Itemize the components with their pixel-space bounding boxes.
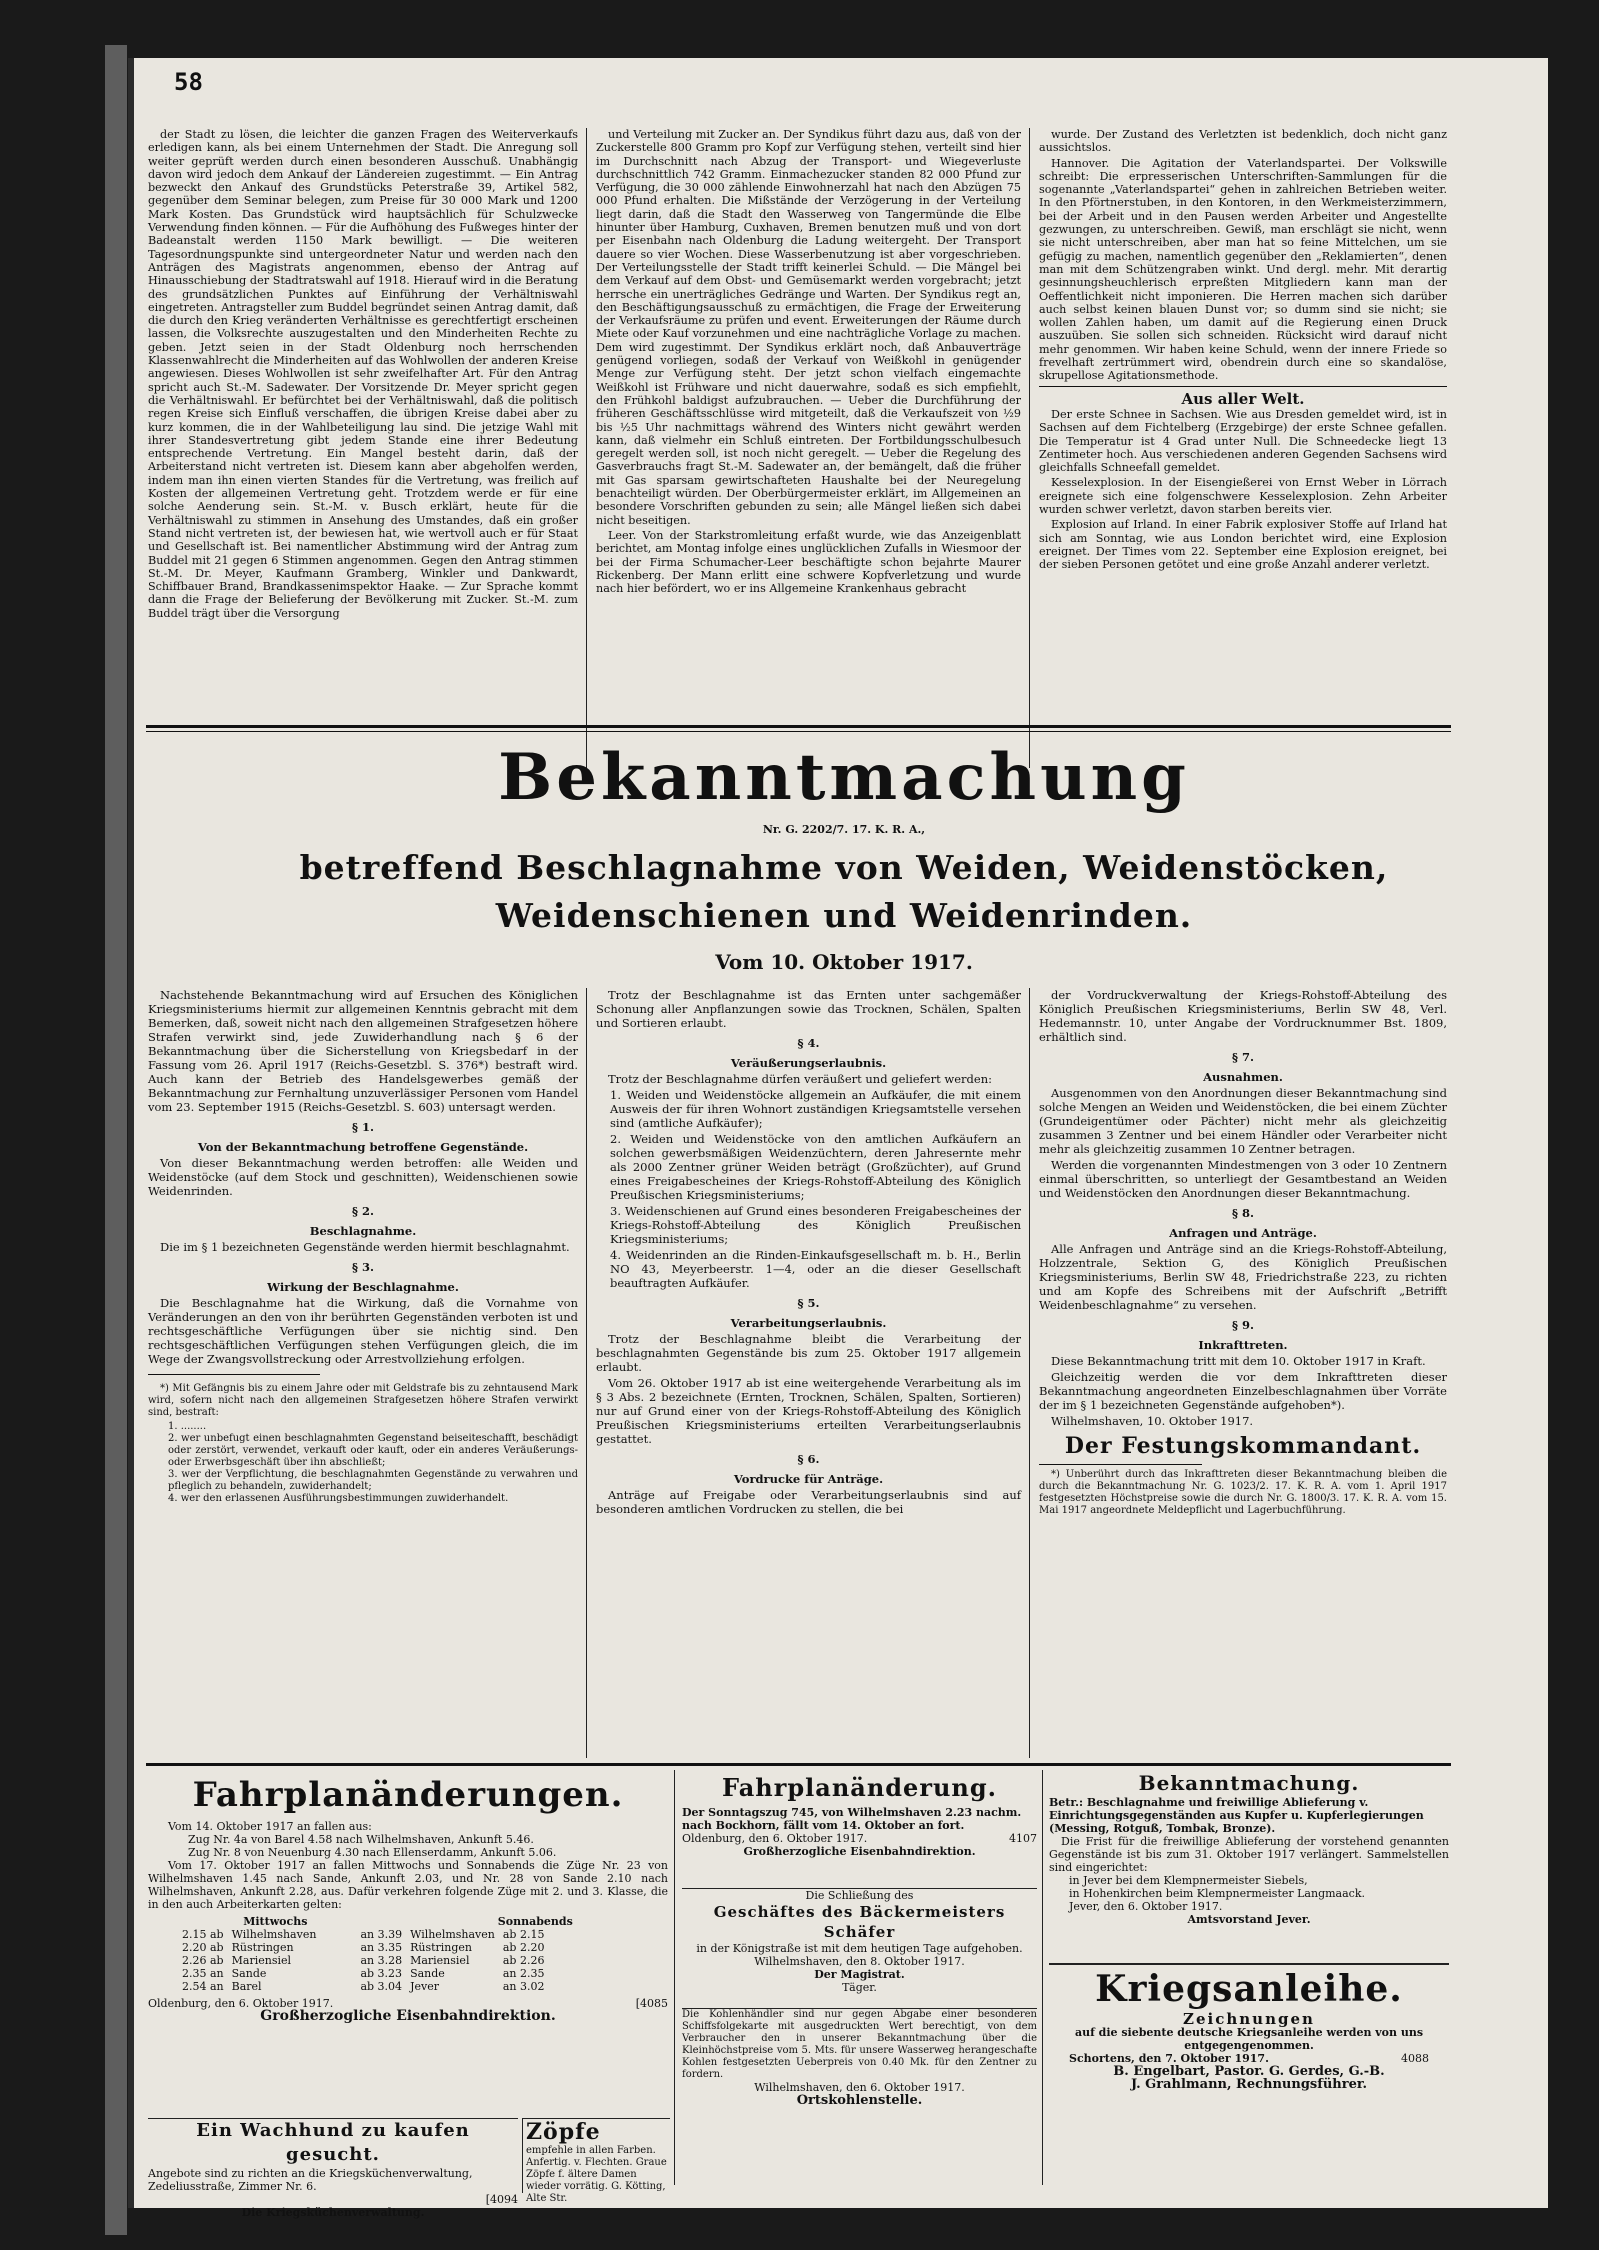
notice-text: Werden die vorgenannten Mindestmengen von 3 oder 10 Zentnern einmal überschritten, so unterliegt der Gesamtbestand an Weiden und Weidenstöcken den Anordnungen dieser Bekanntmachung. — [1039, 1158, 1447, 1200]
ad-signature: B. Engelbart, Pastor. G. Gerdes, G.-B. — [1113, 2064, 1385, 2079]
timetable-cell: Mariensiel — [410, 1954, 470, 1967]
timetable-row — [178, 1980, 549, 1993]
ad-signature: Großherzogliche Eisenbahndirektion. — [260, 2008, 556, 2024]
ad-signature: Ortskohlenstelle. — [796, 2093, 923, 2108]
signature: Der Festungskommandant. — [1064, 1433, 1422, 1459]
ad-bekanntmachung-kupfer — [1049, 1770, 1449, 1955]
section-number: § 7. — [1231, 1050, 1255, 1064]
ad-title: Fahrplanänderungen. — [192, 1775, 624, 1815]
notice-column-3 — [1039, 988, 1447, 1519]
ad-code: [4085 — [635, 1997, 668, 2010]
ad-signature: Der Magistrat. — [814, 1968, 905, 1981]
notice-column-2 — [596, 988, 1021, 1518]
divider — [146, 731, 1451, 732]
divider — [1039, 386, 1447, 387]
section-title: Vordrucke für Anträge. — [733, 1472, 884, 1486]
notice-number: Nr. G. 2202/7. 17. K. R. A., — [762, 823, 926, 836]
timetable-cell: Rüstringen — [410, 1941, 473, 1954]
timetable-cell: an 3.28 — [360, 1954, 403, 1967]
section-number: § 5. — [797, 1296, 820, 1310]
timetable-cell: Sande — [231, 1967, 267, 1980]
ad-text: Vom 14. Oktober 1917 an fallen aus: — [168, 1820, 372, 1833]
notice-text: Gleichzeitig werden die vor dem Inkrafttreten dieser Bekanntmachung angeordneten Einzelbeschlagnahmen über Vorräte der im § 1 bezeichneten Gegenstände aufgehoben*). — [1039, 1370, 1447, 1412]
section-number: § 4. — [797, 1036, 820, 1050]
ad-fahrplan-2 — [682, 1770, 1037, 1885]
footnote: *) Mit Gefängnis bis zu einem Jahre oder mit Geldstrafe bis zu zehntausend Mark wird, sofern nicht nach den allgemeinen Strafgesetzen höhere Strafen verwirkt sind, bestraft: — [148, 1383, 578, 1418]
notice-text: Trotz der Beschlagnahme ist das Ernten unter sachgemäßer Schonung aller Anpflanzungen sowie das Trocknen, Schälen, Spalten und Sortieren erlaubt. — [596, 988, 1021, 1030]
timetable-cell: ab 2.20 — [502, 1941, 545, 1954]
notice-text: Von dieser Bekanntmachung werden betroffen: alle Weiden und Weidenstöcke (auf dem Stock und geschnitten), Weidenschienen sowie Weidenrinden. — [148, 1156, 578, 1198]
ad-date: Wilhelmshaven, den 6. Oktober 1917. — [754, 2081, 965, 2094]
section-title: Ausnahmen. — [1203, 1070, 1283, 1084]
notice-text: Ausgenommen von den Anordnungen dieser Bekanntmachung sind solche Mengen an Weiden und Weidenstöcken, die bei einem Züchter (Grundeigentümer oder Pächter) nicht mehr als gleichzeitig zusammen 3 Zentner und bei einem Händler oder Verarbeiter nicht mehr als gleichzeitig zusammen 10 Zentner betragen. — [1039, 1086, 1447, 1156]
ad-schaefer — [682, 1888, 1037, 2003]
timetable-row — [178, 1967, 549, 1980]
ad-date: Jever, den 6. Oktober 1917. — [1069, 1900, 1223, 1913]
timetable-header: Sonnabends — [497, 1915, 573, 1928]
timetable-cell: Jever — [410, 1980, 439, 1993]
ad-title: Kriegsanleihe. — [1095, 1968, 1403, 2010]
article-text: Kesselexplosion. In der Eisengießerei von Ernst Weber in Lörrach ereignete sich eine folgenschwere Kesselexplosion. Zehn Arbeiter wurden schwer verletzt, davon starben bereits vier. — [1039, 476, 1447, 517]
section-title: Beschlagnahme. — [309, 1224, 417, 1238]
ad-text: Vom 17. Oktober 1917 an fallen Mittwochs und Sonnabends die Züge Nr. 23 von Wilhelmshaven 1.45 nach Sande, Ankunft 2.03, und Nr. 28 von Sande 2.10 nach Wilhelmshaven, Ankunft 2.28, aus. Dafür verkehren folgende Züge mit 2. und 3. Klasse, die in den auch Arbeiterkarten gelten: — [148, 1859, 668, 1911]
timetable-cell: ab 2.15 — [502, 1928, 545, 1941]
list-item: 2. Weiden und Weidenstöcke von den amtlichen Aufkäufern an solchen gewerbsmäßigen Weidenzüchtern, deren Jahresernte mehr als 2000 Zentner grüner Weiden beträgt (Großzüchter), auf Grund eines Freigabescheines der Kriegs-Rohstoff-Abteilung des Königlich Preußischen Kriegsministeriums; — [610, 1132, 1021, 1202]
news-column-1 — [148, 128, 578, 622]
footnote-item: 1. ........ — [168, 1421, 207, 1432]
column-divider — [586, 988, 587, 1758]
ad-zoepfe — [522, 2118, 670, 2204]
timetable-headers — [148, 1915, 668, 1928]
section-title: Inkrafttreten. — [1198, 1338, 1288, 1352]
timetable-cell: Wilhelmshaven — [231, 1928, 317, 1941]
place-date: Wilhelmshaven, 10. Oktober 1917. — [1051, 1414, 1254, 1428]
notice-text: Vom 26. Oktober 1917 ab ist eine weitergehende Verarbeitung als im § 3 Abs. 2 bezeichnete (Ernten, Trocknen, Schälen, Spalten, Sortieren) nur auf Grund einer von der Kriegs-Rohstoff-Abteilung des Königlich Preußischen Kriegsministeriums erteilten Verarbeitungserlaubnis gestattet. — [596, 1376, 1021, 1446]
ad-title: Bekanntmachung. — [1138, 1771, 1360, 1795]
notice-column-1 — [148, 988, 578, 1505]
article-text: der Stadt zu lösen, die leichter die ganzen Fragen des Weiterverkaufs erledigen kann, als bei einem Unternehmen der Stadt. Die Anregung soll weiter geprüft werden durch einen besonderen Ausschuß. Unabhängig davon wird jedoch dem Ankauf der Ländereien zugestimmt. — Ein Antrag bezweckt den Ankauf des Grundstücks Peterstraße 39, Artikel 582, gegenüber dem Seminar belegen, zum Preise für 30 000 Mark und 1200 Mark Kosten. Das Grundstück wird hauptsächlich für Schulzwecke Verwendung finden können. — Für die Aufhöhung des Fußweges hinter der Badeanstalt werden 1150 Mark bewilligt. — Die weiteren Tagesordnungspunkte sind untergeordneter Natur und werden nach den Anträgen des Magistrats angenommen, ebenso der Antrag auf Hinausschiebung der Stadtratswahl auf 1918. Hierauf wird in die Beratung des grundsätzlichen Punktes auf Einführung der Verhältniswahl eingetreten. Antragsteller zum Buddel begründet seinen Antrag damit, daß die durch den Krieg veränderten Verhältnisse es gerechtfertigt erscheinen lassen, die Volksrechte auszugestalten und den Minderheiten Rechte zu geben. Jetzt seien in der Stadt Oldenburg noch herrschenden Klassenwahlrecht die Minderheiten auf das Wohlwollen der anderen Kreise angewiesen. Dieses Wohlwollen ist sehr zweifelhafter Art. Für den Antrag spricht auch St.-M. Sadewater. Der Vorsitzende Dr. Meyer spricht gegen die Verhältniswahl. Er befürchtet bei der Verhältniswahl, daß die politisch regen Kreise sich Einfluß verschaffen, die übrigen Kreise dabei aber zu kurz kommen, die in der Wahlbeteiligung lau sind. Die jetzige Wahl mit ihrer Standesvertretung gibt jedem Stande eine ihrer Bedeutung entsprechende Vertretung. Ein Mangel besteht darin, daß der Arbeiterstand nicht vertreten ist. Diesem kann aber abgeholfen werden, indem man ihn einen vierten Standes für die Vertretung, was freilich auf Kosten der allgemeinen Vertretung geht. Trotzdem werde er für eine solche Aenderung sein. St.-M. v. Busch erklärt, heute für die Verhältniswahl zu stimmen in Ansehung des Umstandes, daß ein großer Stand nicht vertreten ist, der bewiesen hat, wie wertvoll auch er für Staat und Gesellschaft ist. Bei namentlicher Abstimmung wird der Antrag zum Buddel mit 21 gegen 6 Stimmen angenommen. Gegen den Antrag stimmen St.-M. Dr. Meyer, Kaufmann Gramberg, Winkler und Dankwardt, Schiffbauer Brand, Brandkassenimspektor Haake. — Zur Sprache kommt dann die Frage der Belieferung der Bevölkerung mit Zucker. St.-M. zum Buddel trägt über die Versorgung — [148, 128, 578, 620]
ad-text: in Jever bei dem Klempnermeister Siebels, — [1069, 1874, 1308, 1887]
timetable-cell: 2.35 an — [182, 1967, 224, 1980]
timetable-header: Mittwochs — [243, 1915, 308, 1928]
footnote-item: 2. wer unbefugt einen beschlagnahmten Gegenstand beiseiteschafft, beschädigt oder zerstört, verwendet, verkauft oder kauft, oder ein anderes Veräußerungs- oder Erwerbsgeschäft über ihn abschließt; — [168, 1433, 578, 1468]
ad-code: 4107 — [1009, 1832, 1037, 1845]
timetable-cell: an 3.35 — [360, 1941, 403, 1954]
article-text: Der erste Schnee in Sachsen. Wie aus Dresden gemeldet wird, ist in Sachsen auf dem Fichtelberg (Erzgebirge) der erste Schnee gefallen. Die Temperatur ist 4 Grad unter Null. Die Schneedecke liegt 13 Zentimeter hoch. Aus verschiedenen anderen Gegenden Sachsens wird gleichfalls Schneefall gemeldet. — [1039, 407, 1447, 475]
list-item: 3. Weidenschienen auf Grund eines besonderen Freigabescheines der Kriegs-Rohstoff-Abteilung des Königlich Preußischen Kriegsministeriums; — [610, 1204, 1021, 1246]
ad-text: in Hohenkirchen beim Klempnermeister Langmaack. — [1069, 1887, 1365, 1900]
column-divider — [674, 1770, 675, 2185]
notice-text: Nachstehende Bekanntmachung wird auf Ersuchen des Königlichen Kriegsministeriums hiermit zur allgemeinen Kenntnis gebracht mit dem Bemerken, daß, soweit nicht nach den allgemeinen Strafgesetzen höhere Strafen verwirkt sind, jede Zuwiderhandlung nach § 6 der Bekanntmachung über die Sicherstellung von Kriegsbedarf in der Fassung vom 26. April 1917 (Reichs-Gesetzbl. S. 376*) bestraft wird. Auch kann der Betrieb des Handelsgewerbes gemäß der Bekanntmachung zur Fernhaltung unzuverlässiger Personen vom Handel vom 23. September 1915 (Reichs-Gesetzbl. S. 603) untersagt werden. — [148, 988, 578, 1114]
news-column-2 — [596, 128, 1021, 597]
timetable-cell: 2.15 ab — [182, 1928, 224, 1941]
divider — [146, 1763, 1451, 1766]
timetable-cell: ab 2.26 — [502, 1954, 545, 1967]
timetable — [178, 1928, 549, 1993]
section-number: § 1. — [351, 1120, 375, 1134]
ad-signature: Großherzogliche Eisenbahndirektion. — [743, 1845, 976, 1858]
ad-text: Die Schließung des — [805, 1889, 914, 1902]
notice-date: Vom 10. Oktober 1917. — [715, 950, 973, 974]
section-title: Von der Bekanntmachung betroffene Gegenstände. — [197, 1140, 529, 1154]
article-text: Explosion auf Irland. In einer Fabrik explosiver Stoffe auf Irland hat sich am Sonntag, wie aus London berichtet wird, eine Explosion ereignet. Der Times vom 22. September eine Explosion ereignet, bei der sieben Personen getötet und eine große Anzahl anderer verletzt. — [1039, 518, 1447, 572]
notice-text: der Vordruckverwaltung der Kriegs-Rohstoff-Abteilung des Königlich Preußischen Kriegsministeriums, Berlin SW 48, Verl. Hedemannstr. 10, unter Angabe der Vordrucknummer Bst. 1809, erhältlich sind. — [1039, 988, 1447, 1044]
article-text: Leer. Von der Starkstromleitung erfaßt wurde, wie das Anzeigenblatt berichtet, am Montag infolge eines unglücklichen Zufalls in Wiesmoor der bei der Firma Schumacher-Leer beschäftigte schon bejahrte Maurer Rickenberg. Der Mann erlitt eine schwere Kopfverletzung und wurde nach hier befördert, wo er ins Allgemeine Krankenhaus gebracht — [596, 528, 1021, 596]
section-number: § 2. — [351, 1204, 375, 1218]
list — [610, 1088, 1021, 1290]
page-edge — [105, 45, 127, 2235]
timetable-cell: Barel — [231, 1980, 262, 1993]
ad-title: Zöpfe — [526, 2119, 601, 2145]
ad-text: Angebote sind zu richten an die Kriegsküchenverwaltung, Zedeliusstraße, Zimmer Nr. 6. — [148, 2167, 473, 2193]
notice-title: Bekanntmachung — [498, 740, 1190, 815]
timetable-cell: Mariensiel — [231, 1954, 292, 1967]
ad-signature: J. Grahlmann, Rechnungsführer. — [1130, 2077, 1368, 2092]
ad-text: auf die siebente deutsche Kriegsanleihe werden von uns entgegengenommen. — [1074, 2026, 1424, 2052]
timetable-cell: an 3.02 — [502, 1980, 545, 1993]
notice-text: Alle Anfragen und Anträge sind an die Kriegs-Rohstoff-Abteilung, Holzzentrale, Sektion G, des Königlich Preußischen Kriegsministeriums, Berlin SW 48, Friedrichstraße 223, zu richten und am Kopfe des Schreibens mit der Aufschrift „Betrifft Weidenbeschlagnahme“ zu versehen. — [1039, 1242, 1447, 1312]
ad-text: Zug Nr. 4a von Barel 4.58 nach Wilhelmshaven, Ankunft 5.46. — [188, 1833, 534, 1846]
page-number: 58 — [174, 68, 203, 96]
section-title: Veräußerungserlaubnis. — [730, 1056, 887, 1070]
ad-subtitle: Zeichnungen — [1183, 2010, 1315, 2028]
notice-text: Diese Bekanntmachung tritt mit dem 10. Oktober 1917 in Kraft. — [1051, 1354, 1426, 1368]
section-number: § 3. — [351, 1260, 375, 1274]
timetable-cell: Sande — [410, 1967, 445, 1980]
timetable-cell: 2.20 ab — [182, 1941, 224, 1954]
section-title: Wirkung der Beschlagnahme. — [267, 1280, 459, 1294]
column-divider — [1029, 988, 1030, 1758]
ad-date: Oldenburg, den 6. Oktober 1917. — [682, 1832, 868, 1845]
timetable-row — [178, 1941, 549, 1954]
footnote: *) Unberührt durch das Inkrafttreten dieser Bekanntmachung bleiben die durch die Bekanntmachung Nr. G. 1023/2. 17. K. R. A. vom 1. April 1917 festgesetzten Höchstpreise sowie die durch Nr. G. 1800/3. 17. K. R. A. vom 15. Mai 1917 angeordnete Meldepflicht und Lagerbuchführung. — [1039, 1469, 1447, 1516]
ad-signature: Die Kriegsküchenverwaltung. — [241, 2206, 425, 2219]
article-text: Hannover. Die Agitation der Vaterlandspartei. Der Volkswille schreibt: Die erpresserischen Unterschriften-Sammlungen für die sogenannte „Vaterlandspartei“ gehen in zahlreichen Betrieben weiter. In den Pförtnerstuben, in den Kontoren, in den Werkmeisterzimmern, bei der Arbeit und in den Pausen werden Arbeiter und Angestellte gezwungen, zu unterschreiben. Gewiß, man erschlägt sie nicht, wenn sie nicht unterschreiben, aber man hat so feine Mittelchen, um sie gefügig zu machen, namentlich gegenüber den „Reklamierten“, denen man mit dem Schützengraben winkt. Und dergl. mehr. Mit derartig gesinnungsheuchlerisch erpreßten Mitgliedern kann man der Oeffentlichkeit nicht imponieren. Die Herren machen sich darüber auch selbst keinen blauen Dunst vor; so dumm sind sie nicht; sie wollen Zahlen haben, um damit auf die Regierung einen Druck auszuüben. Sie sollen sich schneiden. Rücksicht wird darauf nicht mehr genommen. Wir haben keine Schuld, wenn der innere Friede so frevelhaft zertrümmert wird, obendrein durch eine so skandalöse, skrupellose Agitationsmethode. — [1039, 156, 1447, 383]
timetable-row — [178, 1954, 549, 1967]
section-title: Anfragen und Anträge. — [1169, 1226, 1317, 1240]
timetable-cell: ab 3.04 — [360, 1980, 403, 1993]
column-divider — [1029, 128, 1030, 768]
timetable-cell: Wilhelmshaven — [410, 1928, 495, 1941]
ad-fahrplan — [148, 1770, 668, 2115]
ad-code: 4088 — [1401, 2052, 1429, 2065]
timetable-cell: 2.26 ab — [182, 1954, 224, 1967]
ad-text: Täger. — [842, 1981, 877, 1994]
ad-footer — [682, 1832, 1037, 1845]
divider — [146, 725, 1451, 728]
divider — [148, 1374, 320, 1375]
notice-text: Die im § 1 bezeichneten Gegenstände werden hiermit beschlagnahmt. — [160, 1240, 570, 1254]
notice-text: Trotz der Beschlagnahme bleibt die Verarbeitung der beschlagnahmten Gegenstände bis zum 25. Oktober 1917 allgemein erlaubt. — [596, 1332, 1021, 1374]
notice-subtitle-2: Weidenschienen und Weidenrinden. — [495, 896, 1193, 935]
divider — [1039, 1464, 1202, 1465]
footnote-item: 3. wer der Verpflichtung, die beschlagnahmten Gegenstände zu verwahren und pfleglich zu behandeln, zuwiderhandelt; — [168, 1469, 578, 1492]
section-number: § 8. — [1231, 1206, 1255, 1220]
ad-date: Oldenburg, den 6. Oktober 1917. — [148, 1997, 334, 2010]
ad-text: Die Frist für die freiwillige Ablieferung der vorstehend genannten Gegenstände ist bis zum 31. Oktober 1917 verlängert. Sammelstellen sind eingerichtet: — [1049, 1835, 1449, 1874]
ad-text: in der Königstraße ist mit dem heutigen Tage aufgehoben. Wilhelmshaven, den 8. Oktober 1917. — [696, 1942, 1023, 1968]
ad-wachhund — [148, 2118, 518, 2219]
article-text: und Verteilung mit Zucker an. Der Syndikus führt dazu aus, daß von der Zuckerstelle 800 Gramm pro Kopf zur Verfügung stehen, verteilt sind hier im Durchschnitt nach Abzug der Transport- und Wiegeverluste durchschnittlich 742 Gramm. Einmachezucker standen 82 000 Pfund zur Verfügung, die 30 000 zählende Einwohnerzahl hat nach den Abzügen 75 000 Pfund erhalten. Die Mißstände der Verzögerung in der Verteilung liegt darin, daß die Stadt den Wasserweg von Tangermünde die Elbe hinunter über Hamburg, Cuxhaven, Bremen benutzen muß und von dort per Eisenbahn nach Oldenburg die Ladung weitergeht. Der Transport dauere so vier Wochen. Diese Wasserbenutzung ist aber vorgeschrieben. Der Verteilungsstelle der Stadt trifft keinerlei Schuld. — Die Mängel bei dem Verkauf auf dem Obst- und Gemüsemarkt werden vorgebracht; jetzt herrsche ein unerträgliches Gedränge und Warten. Der Syndikus regt an, den Beschäftigungsausschuß zu ermächtigen, die Frage der Erweiterung der Verkaufsräume zu prüfen und event. Erweiterungen der Räume durch Miete oder Kauf vorzunehmen und eine nachträgliche Vorlage zu machen. Dem wird zugestimmt. Der Syndikus erklärt noch, daß Anbauverträge genügend vorliegen, sodaß der Verkauf von Weißkohl in genügender Menge zur Verfügung steht. Der jetzt schon vielfach eingemachte Weißkohl ist Frühware und nicht dauerwahre, sodaß es sich empfiehlt, den Frühkohl baldigst aufzubrauchen. — Ueber die Durchführung der früheren Geschäftsschlüsse wird mitgeteilt, daß die Verkaufszeit von ½9 bis ½5 Uhr nachmittags während des Winters nicht gewährt werden kann, daß vielmehr ein Schluß eintreten. Der Fortbildungsschulbesuch geregelt werden soll, ist noch nicht geregelt. — Ueber die Regelung des Gasverbrauchs fragt St.-M. Sadewater an, der bemängelt, daß die früher mit Gas sparsam gewirtschafteten Haushalte bei der Neuregelung benachteiligt würden. Der Oberbürgermeister erklärt, im Allgemeinen an besondere Vorschriften gebunden zu sein; alle Mängel ließen sich dabei nicht beseitigen. — [596, 128, 1021, 527]
ad-title: Ein Wachhund zu kaufen gesucht. — [196, 2120, 470, 2165]
notice-text: Die Beschlagnahme hat die Wirkung, daß die Vornahme von Veränderungen an den von ihr berührten Gegenständen verboten ist und rechtsgeschäftliche Verfügungen über sie nichtig sind. Den rechtsgeschäftlichen Verfügungen stehen Verfügungen gleich, die im Wege der Zwangsvollstreckung oder Arrestvollziehung erfolgen. — [148, 1296, 578, 1366]
timetable-cell: ab 3.23 — [360, 1967, 403, 1980]
ad-signature: Amtsvorstand Jever. — [1187, 1913, 1311, 1926]
ad-code: [4094 — [485, 2193, 518, 2206]
notice-text: Trotz der Beschlagnahme dürfen veräußert und geliefert werden: — [608, 1072, 992, 1086]
ad-kriegsanleihe — [1049, 1963, 1449, 2163]
ad-title: Geschäftes des Bäckermeisters Schäfer — [713, 1903, 1006, 1941]
list-item: 4. Weidenrinden an die Rinden-Einkaufsgesellschaft m. b. H., Berlin NO 43, Meyerbeerstr. 1—4, oder an die dieser Gesellschaft beauftragten Aufkäufer. — [610, 1248, 1021, 1290]
timetable-cell: Rüstringen — [231, 1941, 294, 1954]
ad-title: Fahrplanänderung. — [722, 1773, 997, 1802]
ad-text: empfehle in allen Farben. Anfertig. v. Flechten. Graue Zöpfe f. ältere Damen wieder vorrätig. G. Kötting, Alte Str. — [526, 2145, 667, 2204]
section-number: § 9. — [1231, 1318, 1255, 1332]
column-divider — [1042, 1770, 1043, 2185]
notice-text: Anträge auf Freigabe oder Verarbeitungserlaubnis sind auf besonderen amtlichen Vordrucken zu stellen, die bei — [596, 1488, 1021, 1516]
ad-text: Der Sonntagszug 745, von Wilhelmshaven 2.23 nachm. nach Bockhorn, fällt vom 14. Oktober an fort. — [682, 1806, 1022, 1832]
footnote-item: 4. wer den erlassenen Ausführungsbestimmungen zuwiderhandelt. — [168, 1493, 509, 1504]
timetable-cell: an 3.39 — [360, 1928, 403, 1941]
ad-kohlen — [682, 2008, 1037, 2148]
timetable-cell: 2.54 an — [182, 1980, 224, 1993]
timetable-cell: an 2.35 — [502, 1967, 545, 1980]
article-text: wurde. Der Zustand des Verletzten ist bedenklich, doch nicht ganz aussichtslos. — [1039, 128, 1447, 155]
timetable-row — [178, 1928, 549, 1941]
list-item: 1. Weiden und Weidenstöcke allgemein an Aufkäufer, die mit einem Ausweis der für ihren Wohnort zuständigen Kriegsamtstelle versehen sind (amtliche Aufkäufer); — [610, 1088, 1021, 1130]
ad-text: Die Kohlenhändler sind nur gegen Abgabe einer besonderen Schiffsfolgekarte mit ausgedruckten Wert berechtigt, von dem Verbraucher den in unserer Bekanntmachung über die Kleinhöchstpreise vom 5. Mts. für unsere Wasserweg herangeschafte Kohlen festgesetzten Ueberpreis von 0.40 Mk. für den Zentner zu fordern. — [682, 2009, 1037, 2080]
newspaper-page — [128, 58, 1548, 2219]
footnote-list — [168, 1421, 578, 1505]
section-number: § 6. — [797, 1452, 820, 1466]
ad-text: Betr.: Beschlagnahme und freiwillige Ablieferung v. Einrichtungsgegenständen aus Kupfer u. Kupferlegierungen (Messing, Rotguß, Tombak, Bronze). — [1049, 1796, 1424, 1835]
column-divider — [586, 128, 587, 768]
section-heading: Aus aller Welt. — [1181, 389, 1305, 408]
news-column-3 — [1039, 128, 1447, 574]
notice-subtitle-1: betreffend Beschlagnahme von Weiden, Weidenstöcken, — [299, 848, 1389, 887]
ad-text: Zug Nr. 8 von Neuenburg 4.30 nach Ellenserdamm, Ankunft 5.06. — [188, 1846, 557, 1859]
ad-date: Schortens, den 7. Oktober 1917. — [1069, 2052, 1269, 2065]
section-title: Verarbeitungserlaubnis. — [730, 1316, 887, 1330]
